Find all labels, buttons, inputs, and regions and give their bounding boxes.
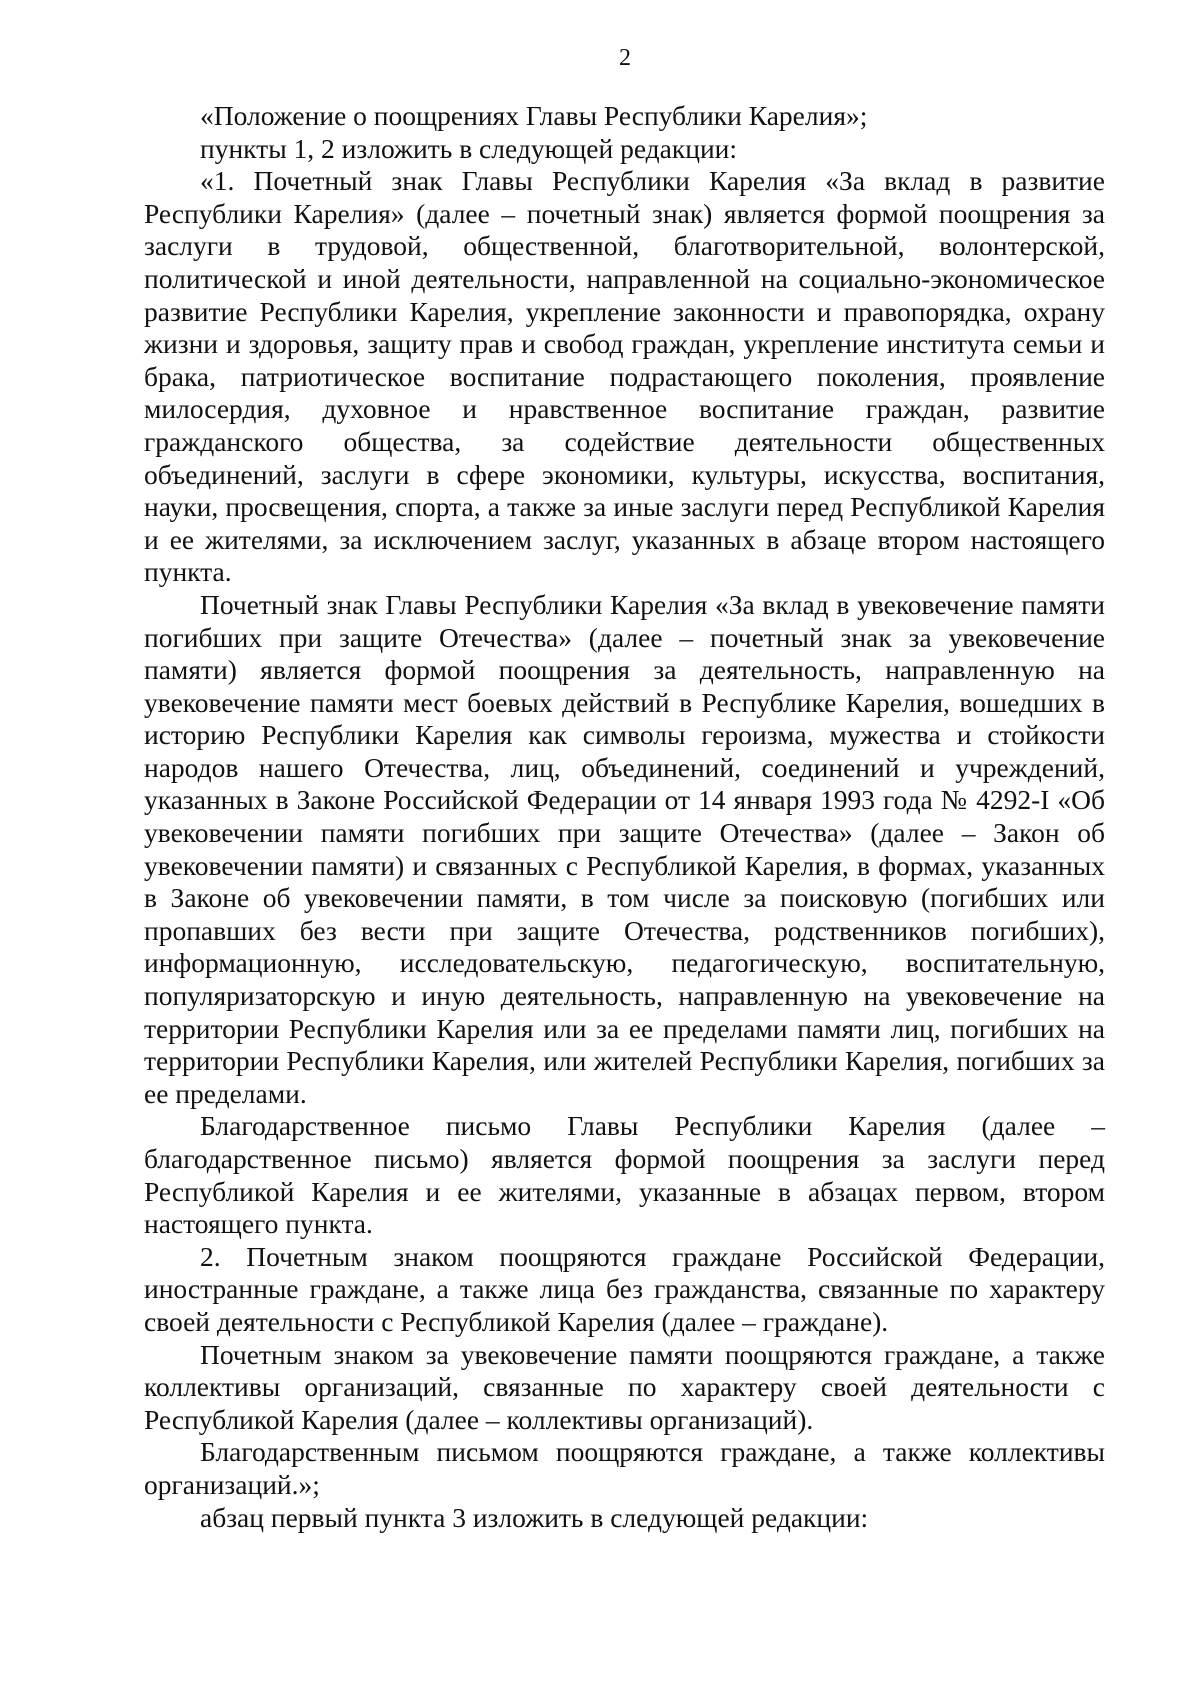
paragraph-clause-2-memory-badge-recipients: Почетным знаком за увековечение памяти поощряются граждане, а также коллективы организаций, связанные по характеру своей деятельности с Республикой Карелия (далее – коллективы организаций). xyxy=(144,1338,1105,1435)
paragraph-regulation-title: «Положение о поощрениях Главы Республики Карелия»; xyxy=(200,100,868,131)
paragraph-clause-1-letter-of-gratitude: Благодарственное письмо Главы Республики Карелия (далее – благодарственное письмо) является формой поощрения за заслуги перед Республикой Карелия и ее жителями, указанные в абзацах первом, втором настоящего пункта. xyxy=(144,1110,1105,1240)
page-number: 2 xyxy=(619,45,631,71)
paragraph-clause-1-memory-badge: Почетный знак Главы Республики Карелия «За вклад в увековечение памяти погибших при защите Отечества» (далее – почетный знак за увековечение памяти) является формой поощрения за деятельность, направленную на увековечение памяти мест боевых действий в Республике Карелия, вошедших в историю Республики Карелия как символы героизма, мужества и стойкости народов нашего Отечества, лиц, объединений, соединений и учреждений, указанных в Законе Российской Федерации от 14 января 1993 года № 4292-I «Об увековечении памяти погибших при защите Отечества» (далее – Закон об увековечении памяти) и связанных с Республикой Карелия, в формах, указанных в Законе об увековечении памяти, в том числе за поисковую (погибших или пропавших без вести при защите Отечества, родственников погибших), информационную, исследовательскую, педагогическую, воспитательную, популяризаторскую и иную деятельность, направленную на увековечение на территории Республики Карелия или за ее пределами памяти лиц, погибших на территории Республики Карелия, или жителей Республики Карелия, погибших за ее пределами. xyxy=(144,588,1105,1109)
paragraph-amendment-intro: пункты 1, 2 изложить в следующей редакции: xyxy=(200,132,738,164)
paragraph-clause-3-intro: абзац первый пункта 3 изложить в следующей редакции: xyxy=(200,1501,869,1533)
paragraph-clause-2-citizens: 2. Почетным знаком поощряются граждане Российской Федерации, иностранные граждане, а также лица без гражданства, связанные по характеру своей деятельности с Республикой Карелия (далее – граждане). xyxy=(144,1240,1105,1337)
paragraph-clause-2-letter-recipients: Благодарственным письмом поощряются граждане, а также коллективы организаций.»; xyxy=(144,1436,1105,1500)
document-body xyxy=(144,100,1105,1534)
paragraph-clause-1-honorary-badge: «1. Почетный знак Главы Республики Карелия «За вклад в развитие Республики Карелия» (далее – почетный знак) является формой поощрения за заслуги в трудовой, общественной, благотворительной, волонтерской, политической и иной деятельности, направленной на социально-экономическое развитие Республики Карелия, укрепление законности и правопорядка, охрану жизни и здоровья, защиту прав и свобод граждан, укрепление института семьи и брака, патриотическое воспитание подрастающего поколения, проявление милосердия, духовное и нравственное воспитание граждан, развитие гражданского общества, за содействие деятельности общественных объединений, заслуги в сфере экономики, культуры, искусства, воспитания, науки, просвещения, спорта, а также за иные заслуги перед Республикой Карелия и ее жителями, за исключением заслуг, указанных в абзаце втором настоящего пункта. xyxy=(144,165,1105,588)
